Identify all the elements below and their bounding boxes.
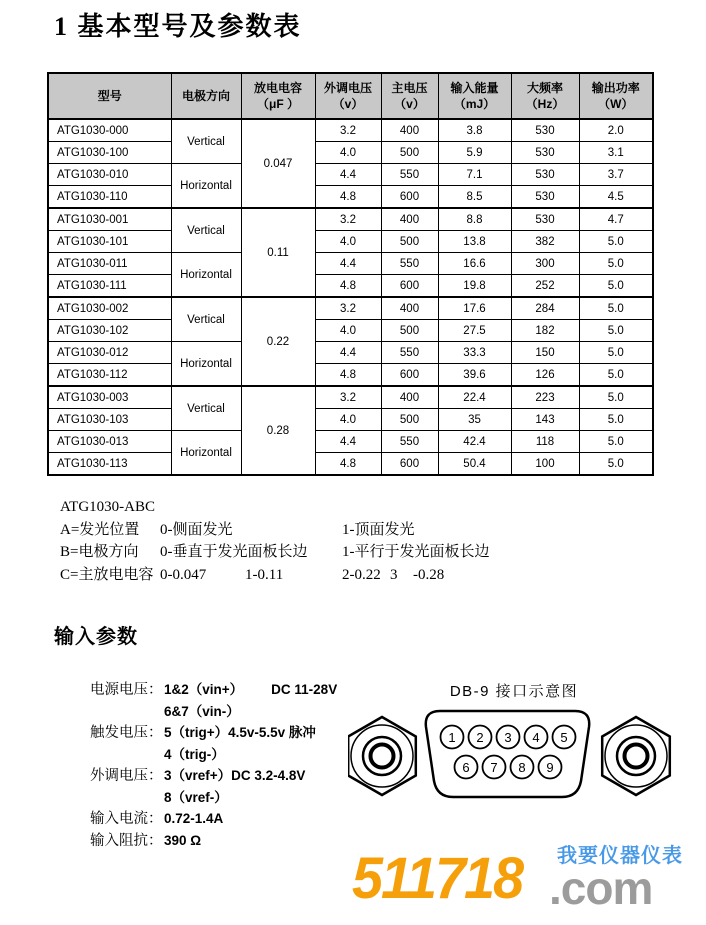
legend-option: 0-0.047 bbox=[160, 566, 207, 583]
column-header: 输出功率 （W） bbox=[579, 73, 653, 119]
table-cell: ATG1030-010 bbox=[48, 164, 171, 186]
table-cell: 4.8 bbox=[315, 453, 381, 476]
db9-pin-number: 6 bbox=[462, 760, 470, 775]
table-cell: 19.8 bbox=[438, 275, 511, 298]
param-value: 6&7（vin-） bbox=[164, 703, 240, 719]
table-row bbox=[48, 342, 653, 364]
table-cell: 5.0 bbox=[579, 253, 653, 275]
table-cell: 5.0 bbox=[579, 453, 653, 476]
table-cell: 4.7 bbox=[579, 208, 653, 231]
table-row bbox=[48, 186, 653, 209]
table-cell: 550 bbox=[381, 431, 438, 453]
table-row bbox=[48, 253, 653, 275]
table-cell: 530 bbox=[511, 186, 579, 209]
table-cell: 42.4 bbox=[438, 431, 511, 453]
table-cell: 3.2 bbox=[315, 297, 381, 320]
table-cell: 530 bbox=[511, 208, 579, 231]
table-cell: ATG1030-101 bbox=[48, 231, 171, 253]
table-cell: 50.4 bbox=[438, 453, 511, 476]
param-extra: DC 11-28V bbox=[271, 682, 338, 697]
db9-pin-number: 1 bbox=[448, 730, 456, 745]
db9-left-nut-icon bbox=[348, 717, 416, 795]
table-cell: 27.5 bbox=[438, 320, 511, 342]
legend-option: -0.28 bbox=[413, 566, 445, 583]
param-value: 5（trig+）4.5v-5.5v 脉冲 bbox=[164, 725, 316, 740]
table-cell: Vertical bbox=[171, 297, 241, 342]
table-cell: 4.0 bbox=[315, 409, 381, 431]
table-row bbox=[48, 453, 653, 476]
table-cell: 4.4 bbox=[315, 164, 381, 186]
input-param-row bbox=[90, 786, 337, 808]
table-cell: 4.4 bbox=[315, 431, 381, 453]
table-cell: 17.6 bbox=[438, 297, 511, 320]
param-value: 3（vref+）DC 3.2-4.8V bbox=[164, 768, 306, 783]
table-cell: 530 bbox=[511, 142, 579, 164]
input-parameters-list bbox=[90, 678, 337, 850]
db9-pin-number: 2 bbox=[476, 730, 484, 745]
table-cell: 4.0 bbox=[315, 142, 381, 164]
table-cell: 3.2 bbox=[315, 386, 381, 409]
column-header: 电极方向 bbox=[171, 73, 241, 119]
table-cell: 500 bbox=[381, 409, 438, 431]
table-cell: 4.8 bbox=[315, 275, 381, 298]
table-cell: 550 bbox=[381, 253, 438, 275]
param-value: 0.72-1.4A bbox=[164, 811, 224, 826]
table-cell: Horizontal bbox=[171, 253, 241, 298]
legend-option: 3 bbox=[390, 566, 398, 583]
column-header: 放电电容 （μF ） bbox=[241, 73, 315, 119]
table-cell: 600 bbox=[381, 453, 438, 476]
table-cell: 5.0 bbox=[579, 297, 653, 320]
table-cell: Horizontal bbox=[171, 342, 241, 387]
watermark-logo-domain: .com bbox=[549, 862, 653, 914]
table-cell: ATG1030-102 bbox=[48, 320, 171, 342]
input-param-row bbox=[90, 678, 337, 700]
table-row bbox=[48, 231, 653, 253]
column-header: 型号 bbox=[48, 73, 171, 119]
input-param-row bbox=[90, 764, 337, 786]
legend-label: B=电极方向 bbox=[60, 544, 139, 560]
db9-pin-number: 4 bbox=[532, 730, 540, 745]
table-cell: 4.8 bbox=[315, 364, 381, 387]
watermark-logo-tagline: 我要仪器仪表 bbox=[557, 845, 683, 867]
db9-diagram-title: DB-9 接口示意图 bbox=[449, 683, 579, 700]
table-cell: 600 bbox=[381, 364, 438, 387]
table-cell: 2.0 bbox=[579, 119, 653, 142]
table-cell: 600 bbox=[381, 186, 438, 209]
table-header-row bbox=[48, 73, 653, 119]
table-cell: 0.22 bbox=[241, 297, 315, 386]
input-param-row bbox=[90, 829, 337, 851]
watermark-logo-number: 511718 bbox=[352, 846, 523, 911]
table-cell: 400 bbox=[381, 119, 438, 142]
table-cell: 182 bbox=[511, 320, 579, 342]
table-cell: 126 bbox=[511, 364, 579, 387]
section-title-input-params: 输入参数 bbox=[54, 626, 138, 648]
param-label: 输入阻抗： bbox=[90, 832, 163, 849]
table-row bbox=[48, 208, 653, 231]
table-row bbox=[48, 364, 653, 387]
table-row bbox=[48, 119, 653, 142]
table-cell: 4.5 bbox=[579, 186, 653, 209]
table-cell: ATG1030-112 bbox=[48, 364, 171, 387]
table-cell: 284 bbox=[511, 297, 579, 320]
column-header: 输入能量 （mJ） bbox=[438, 73, 511, 119]
table-cell: 300 bbox=[511, 253, 579, 275]
param-value: 8（vref-） bbox=[164, 789, 228, 805]
table-cell: 22.4 bbox=[438, 386, 511, 409]
table-cell: 530 bbox=[511, 119, 579, 142]
table-cell: 150 bbox=[511, 342, 579, 364]
param-label: 外调电压： bbox=[90, 768, 163, 784]
table-cell: ATG1030-001 bbox=[48, 208, 171, 231]
table-cell: 7.1 bbox=[438, 164, 511, 186]
table-cell: 550 bbox=[381, 342, 438, 364]
table-cell: 252 bbox=[511, 275, 579, 298]
db9-connector-drawing bbox=[348, 705, 678, 809]
model-code-legend bbox=[60, 496, 490, 586]
table-cell: 400 bbox=[381, 297, 438, 320]
table-cell: 13.8 bbox=[438, 231, 511, 253]
legend-line-b bbox=[60, 541, 490, 564]
legend-option: 1-平行于发光面板长边 bbox=[342, 544, 490, 560]
table-row bbox=[48, 431, 653, 453]
table-cell: ATG1030-003 bbox=[48, 386, 171, 409]
param-label: 电源电压： bbox=[90, 682, 163, 698]
legend-label: C=主放电电容 bbox=[60, 566, 154, 583]
table-cell: 35 bbox=[438, 409, 511, 431]
table-cell: 33.3 bbox=[438, 342, 511, 364]
table-cell: 400 bbox=[381, 386, 438, 409]
param-label: 触发电压： bbox=[90, 725, 163, 741]
table-row bbox=[48, 320, 653, 342]
table-cell: 530 bbox=[511, 164, 579, 186]
table-cell: 550 bbox=[381, 164, 438, 186]
input-param-row bbox=[90, 700, 337, 722]
table-cell: 3.2 bbox=[315, 119, 381, 142]
table-cell: 4.0 bbox=[315, 320, 381, 342]
table-cell: 143 bbox=[511, 409, 579, 431]
legend-label: A=发光位置 bbox=[60, 521, 140, 538]
db9-pin-number: 8 bbox=[518, 760, 526, 775]
db9-pin-number: 3 bbox=[504, 730, 512, 745]
legend-option: 2-0.22 bbox=[342, 566, 381, 583]
legend-option: 0-侧面发光 bbox=[160, 521, 233, 538]
param-value: 390 Ω bbox=[164, 832, 202, 848]
table-cell: 3.8 bbox=[438, 119, 511, 142]
legend-line-c bbox=[60, 564, 490, 587]
table-cell: 5.0 bbox=[579, 320, 653, 342]
input-param-row bbox=[90, 807, 337, 829]
table-row bbox=[48, 297, 653, 320]
table-cell: ATG1030-100 bbox=[48, 142, 171, 164]
table-cell: 5.0 bbox=[579, 409, 653, 431]
table-cell: 0.047 bbox=[241, 119, 315, 208]
legend-model-code: ATG1030-ABC bbox=[60, 499, 156, 515]
table-cell: 400 bbox=[381, 208, 438, 231]
param-label: 输入电流： bbox=[90, 811, 163, 827]
table-cell: 5.0 bbox=[579, 342, 653, 364]
table-cell: 5.0 bbox=[579, 231, 653, 253]
table-cell: Vertical bbox=[171, 386, 241, 431]
table-cell: ATG1030-011 bbox=[48, 253, 171, 275]
table-cell: 5.0 bbox=[579, 275, 653, 298]
table-row bbox=[48, 142, 653, 164]
table-cell: 500 bbox=[381, 320, 438, 342]
table-row bbox=[48, 275, 653, 298]
table-cell: 3.1 bbox=[579, 142, 653, 164]
db9-body-outline bbox=[426, 711, 589, 797]
table-cell: 0.28 bbox=[241, 386, 315, 475]
table-cell: Horizontal bbox=[171, 431, 241, 476]
input-param-row bbox=[90, 721, 337, 743]
table-cell: 5.0 bbox=[579, 431, 653, 453]
section-title-models: 1 基本型号及参数表 bbox=[54, 12, 302, 41]
column-header: 主电压 （v） bbox=[381, 73, 438, 119]
table-cell: 4.4 bbox=[315, 253, 381, 275]
param-value: 1&2（vin+） bbox=[164, 682, 244, 697]
table-cell: ATG1030-002 bbox=[48, 297, 171, 320]
db9-pin-number: 5 bbox=[560, 730, 568, 745]
param-value: 4（trig-） bbox=[164, 746, 225, 762]
table-cell: 4.0 bbox=[315, 231, 381, 253]
table-cell: ATG1030-113 bbox=[48, 453, 171, 476]
table-cell: Vertical bbox=[171, 208, 241, 253]
table-row bbox=[48, 164, 653, 186]
table-cell: Horizontal bbox=[171, 164, 241, 209]
db9-right-nut-icon bbox=[602, 717, 670, 795]
table-cell: ATG1030-111 bbox=[48, 275, 171, 298]
input-param-row bbox=[90, 743, 337, 765]
db9-pin-number: 9 bbox=[546, 760, 554, 775]
column-header: 外调电压 （v） bbox=[315, 73, 381, 119]
table-cell: 600 bbox=[381, 275, 438, 298]
table-cell: 5.9 bbox=[438, 142, 511, 164]
table-cell: 5.0 bbox=[579, 364, 653, 387]
table-cell: 118 bbox=[511, 431, 579, 453]
table-cell: ATG1030-012 bbox=[48, 342, 171, 364]
legend-option: 1-顶面发光 bbox=[342, 521, 415, 538]
table-cell: 223 bbox=[511, 386, 579, 409]
table-cell: 500 bbox=[381, 231, 438, 253]
table-cell: ATG1030-110 bbox=[48, 186, 171, 209]
table-cell: Vertical bbox=[171, 119, 241, 164]
table-cell: 3.7 bbox=[579, 164, 653, 186]
table-cell: ATG1030-013 bbox=[48, 431, 171, 453]
table-cell: 8.8 bbox=[438, 208, 511, 231]
table-cell: 3.2 bbox=[315, 208, 381, 231]
table-cell: 500 bbox=[381, 142, 438, 164]
table-cell: 382 bbox=[511, 231, 579, 253]
model-parameters-table bbox=[47, 72, 654, 476]
column-header: 大频率 （Hz） bbox=[511, 73, 579, 119]
table-row bbox=[48, 386, 653, 409]
table-cell: ATG1030-000 bbox=[48, 119, 171, 142]
table-cell: 5.0 bbox=[579, 386, 653, 409]
table-cell: 16.6 bbox=[438, 253, 511, 275]
table-cell: 39.6 bbox=[438, 364, 511, 387]
db9-diagram bbox=[348, 680, 680, 809]
db9-pin-number: 7 bbox=[490, 760, 498, 775]
legend-option: 0-垂直于发光面板长边 bbox=[160, 544, 308, 560]
table-cell: 8.5 bbox=[438, 186, 511, 209]
table-cell: 4.8 bbox=[315, 186, 381, 209]
db9-pins bbox=[441, 726, 576, 779]
table-cell: 4.4 bbox=[315, 342, 381, 364]
table-cell: 100 bbox=[511, 453, 579, 476]
table-cell: ATG1030-103 bbox=[48, 409, 171, 431]
legend-option: 1-0.11 bbox=[245, 566, 284, 583]
legend-line-a bbox=[60, 519, 490, 542]
table-row bbox=[48, 409, 653, 431]
table-cell: 0.11 bbox=[241, 208, 315, 297]
